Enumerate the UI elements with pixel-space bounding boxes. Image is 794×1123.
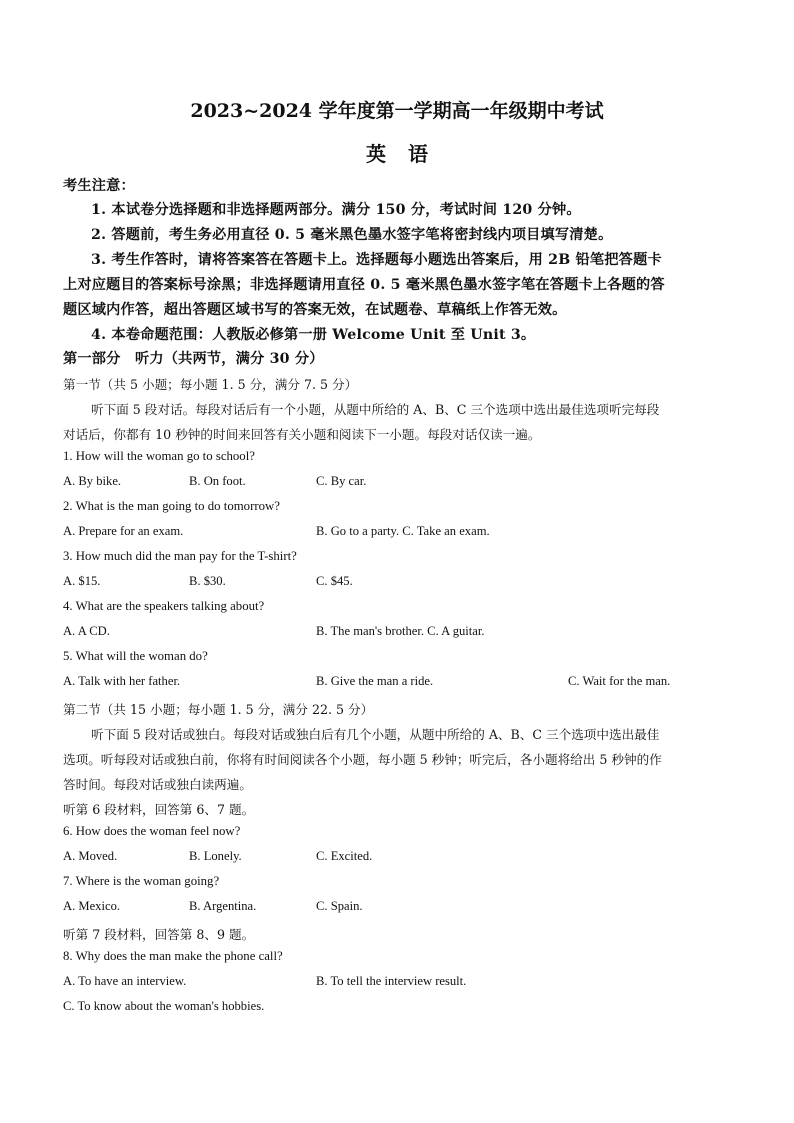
question-5: 5. What will the woman do? (63, 649, 208, 663)
material-7-label: 听第 7 段材料，回答第 8、9 题。 (63, 927, 255, 942)
notice-item-3-cont-1: 上对应题目的答案标号涂黑；非选择题请用直径 0. 5 毫米黑色墨水签字笔在答题卡上各题的答 (63, 277, 665, 293)
notice-item-4: 4. 本卷命题范围：人教版必修第一册 Welcome Unit 至 Unit 3。 (91, 327, 536, 343)
question-7: 7. Where is the woman going? (63, 874, 220, 888)
section2-instruction-3: 答时间。每段对话或独白读两遍。 (63, 777, 252, 792)
subject-title: 英语 (366, 142, 450, 166)
q4-option-b: B. The man's brother. C. A guitar. (316, 624, 485, 638)
q5-option-c: C. Wait for the man. (568, 674, 671, 688)
question-2: 2. What is the man going to do tomorrow? (63, 499, 280, 513)
section2-heading: 第二节（共 15 小题；每小题 1. 5 分，满分 22. 5 分） (63, 702, 374, 717)
notice-item-3-cont-2: 题区域内作答，超出答题区域书写的答案无效，在试题卷、草稿纸上作答无效。 (63, 302, 567, 318)
question-6: 6. How does the woman feel now? (63, 824, 241, 838)
section1-instruction-2: 对话后，你都有 10 秒钟的时间来回答有关小题和阅读下一小题。每段对话仅读一遍。 (63, 427, 541, 442)
q6-option-a: A. Moved. (63, 849, 118, 863)
q4-option-a: A. A CD. (63, 624, 110, 638)
part1-heading: 第一部分 听力（共两节，满分 30 分） (63, 351, 324, 367)
q1-option-b: B. On foot. (189, 474, 246, 488)
section2-instruction-1: 听下面 5 段对话或独白。每段对话或独白后有几个小题，从题中所给的 A、B、C 三个选项中选出最佳 (91, 727, 660, 742)
exam-title: 2023~2024 学年度第一学期高一年级期中考试 (190, 100, 604, 122)
q8-option-b: B. To tell the interview result. (316, 974, 467, 988)
question-4: 4. What are the speakers talking about? (63, 599, 265, 613)
question-8: 8. Why does the man make the phone call? (63, 949, 283, 963)
q3-option-b: B. $30. (189, 574, 226, 588)
notice-item-1: 1. 本试卷分选择题和非选择题两部分。满分 150 分，考试时间 120 分钟。 (91, 202, 581, 218)
question-1: 1. How will the woman go to school? (63, 449, 255, 463)
notice-heading: 考生注意： (63, 178, 135, 194)
q8-option-a: A. To have an interview. (63, 974, 187, 988)
q6-option-b: B. Lonely. (189, 849, 242, 863)
q1-option-a: A. By bike. (63, 474, 122, 488)
material-6-label: 听第 6 段材料，回答第 6、7 题。 (63, 802, 255, 817)
notice-item-3: 3. 考生作答时，请将答案答在答题卡上。选择题每小题选出答案后，用 2B 铅笔把答题卡 (91, 252, 662, 268)
section2-instruction-2: 选项。听每段对话或独白前，你将有时间阅读各个小题，每小题 5 秒钟；听完后，各小题将给出 5 秒钟的作 (63, 752, 662, 767)
q5-option-a: A. Talk with her father. (63, 674, 181, 688)
section1-heading: 第一节（共 5 小题；每小题 1. 5 分，满分 7. 5 分） (63, 377, 358, 392)
section1-instruction-1: 听下面 5 段对话。每段对话后有一个小题，从题中所给的 A、B、C 三个选项中选出最佳选项听完每段 (91, 402, 660, 417)
notice-item-2: 2. 答题前，考生务必用直径 0. 5 毫米黑色墨水签字笔将密封线内项目填写清楚。 (91, 227, 613, 243)
q2-option-a: A. Prepare for an exam. (63, 524, 184, 538)
q7-option-a: A. Mexico. (63, 899, 121, 913)
q8-option-c: C. To know about the woman's hobbies. (63, 999, 265, 1013)
q2-option-b: B. Go to a party. C. Take an exam. (316, 524, 490, 538)
q3-option-a: A. $15. (63, 574, 101, 588)
q6-option-c: C. Excited. (316, 849, 373, 863)
q7-option-c: C. Spain. (316, 899, 363, 913)
q3-option-c: C. $45. (316, 574, 353, 588)
q7-option-b: B. Argentina. (189, 899, 257, 913)
question-3: 3. How much did the man pay for the T-shirt? (63, 549, 297, 563)
q5-option-b: B. Give the man a ride. (316, 674, 434, 688)
q1-option-c: C. By car. (316, 474, 367, 488)
